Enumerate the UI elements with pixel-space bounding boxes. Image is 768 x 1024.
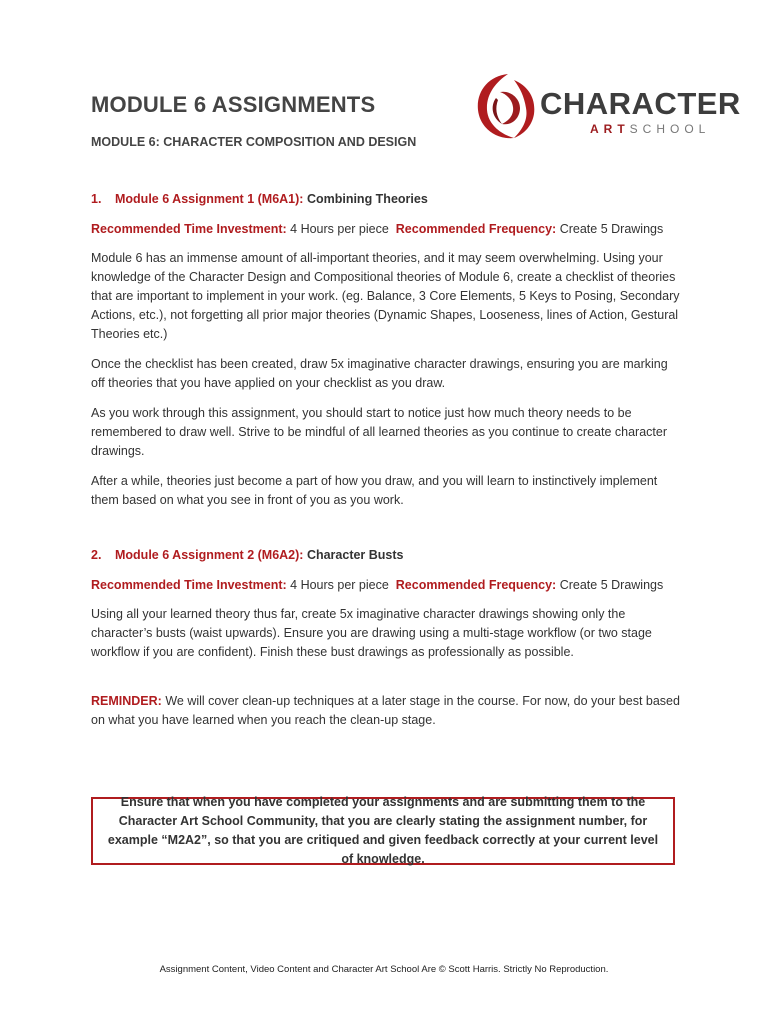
page-subtitle: MODULE 6: CHARACTER COMPOSITION AND DESIGN xyxy=(91,135,417,149)
assignment-2-section xyxy=(91,546,681,662)
time-investment-value: 4 Hours per piece xyxy=(290,578,389,592)
assignment-2-meta xyxy=(91,576,681,594)
assignment-2-heading xyxy=(91,546,681,564)
assignment-1-meta xyxy=(91,220,681,238)
assignment-1-paragraph: After a while, theories just become a part of how you draw, and you will learn to instinctively implement them based on what you see in front of you as you work. xyxy=(91,474,658,507)
reminder-text: We will cover clean-up techniques at a later stage in the course. For now, do your best based on what you have learned when you reach the clean-up stage. xyxy=(91,694,680,727)
assignment-1-paragraph: As you work through this assignment, you should start to notice just how much theory needs to be remembered to draw well. Strive to be mindful of all learned theories as you continue to create character drawings. xyxy=(91,406,667,458)
reminder-note xyxy=(91,692,681,730)
frequency-value: Create 5 Drawings xyxy=(559,578,664,592)
assignment-1-paragraph: Once the checklist has been created, draw 5x imaginative character drawings, ensuring you are marking off theories that you have applied on your checklist as you draw. xyxy=(91,357,668,390)
assignment-1-number: 1. xyxy=(91,192,102,206)
time-investment-value: 4 Hours per piece xyxy=(290,222,389,236)
logo-wordmark: CHARACTER xyxy=(540,86,741,121)
time-investment-label: Recommended Time Investment: xyxy=(91,222,287,236)
page-title: MODULE 6 ASSIGNMENTS xyxy=(91,92,376,117)
assignment-1-heading xyxy=(91,190,681,208)
assignment-1-topic: Combining Theories xyxy=(306,192,428,206)
submission-notice-text: Ensure that when you have completed your assignments and are submitting them to the Character Art School Community, that you are clearly stating the assignment number, for example “M2A2”, so that you are critiqued and given feedback correctly at your current level of knowledge. xyxy=(107,795,659,866)
logo-sub-school: SCHOOL xyxy=(629,122,711,136)
frequency-label: Recommended Frequency: xyxy=(395,222,557,236)
assignment-2-title: Module 6 Assignment 2 (M6A2): xyxy=(115,548,304,562)
time-investment-label: Recommended Time Investment: xyxy=(91,578,287,592)
logo-subtitle xyxy=(590,122,710,136)
assignment-2-paragraph: Using all your learned theory thus far, create 5x imaginative character drawings showing only the character’s busts (waist upwards). Ensure you are drawing using a multi-stage workflow (or two stage workflow if you are confident). Finish these bust drawings as professionally as possible. xyxy=(91,607,652,659)
frequency-label: Recommended Frequency: xyxy=(395,578,557,592)
assignments-content xyxy=(91,190,681,730)
logo-sub-art: ART xyxy=(590,122,630,136)
frequency-value: Create 5 Drawings xyxy=(559,222,664,236)
assignment-1-section xyxy=(91,190,681,510)
reminder-label: REMINDER: xyxy=(91,694,162,708)
assignment-2-number: 2. xyxy=(91,548,102,562)
character-art-school-logo xyxy=(470,68,741,148)
copyright-footer: Assignment Content, Video Content and Character Art School Are © Scott Harris. Strictly No Reproduction. xyxy=(159,964,609,975)
assignment-1-title: Module 6 Assignment 1 (M6A1): xyxy=(115,192,304,206)
submission-notice-box xyxy=(91,797,675,865)
logo-swirl-icon xyxy=(470,68,542,148)
assignment-2-topic: Character Busts xyxy=(306,548,404,562)
assignment-1-paragraph: Module 6 has an immense amount of all-important theories, and it may seem overwhelming. Using your knowledge of the Character Design and Compositional theories of Module 6, create a checklist of theories that are important to implement in your work. (eg. Balance, 3 Core Elements, 5 Keys to Posing, Secondary Actions, etc.), not forgetting all prior major theories (Dynamic Shapes, Looseness, lines of Action, Gestural Theories etc.) xyxy=(91,251,680,341)
